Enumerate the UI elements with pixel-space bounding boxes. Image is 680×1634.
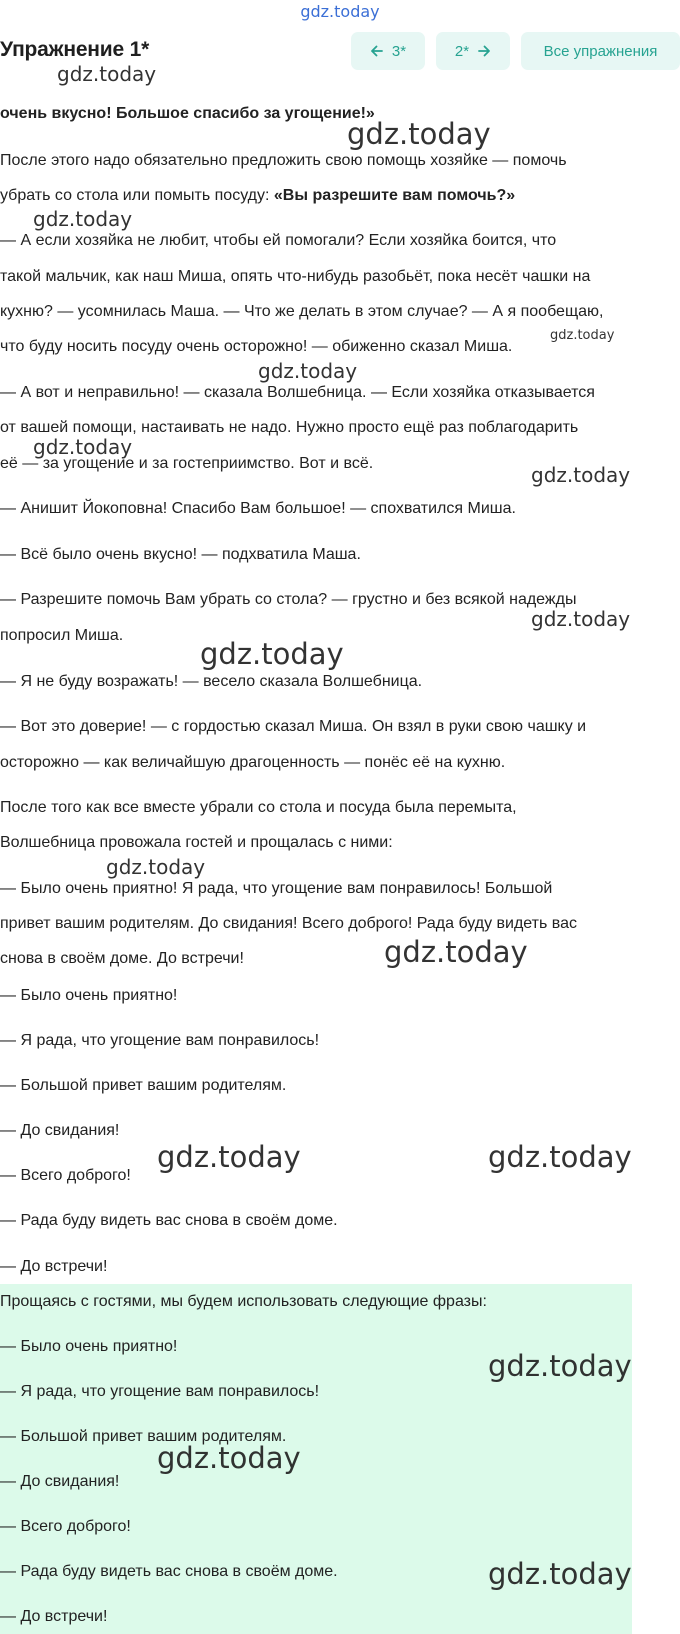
prev-exercise-button[interactable] xyxy=(351,32,425,70)
watermark: gdz.today xyxy=(488,1557,632,1591)
watermark: gdz.today xyxy=(106,855,206,879)
watermark: gdz.today xyxy=(531,463,631,487)
quoted-phrase: «Вы разрешите вам помочь?» xyxy=(273,187,516,204)
list-item: — До встречи! xyxy=(0,1608,108,1625)
partial-line: очень вкусно! Большое спасибо за угощение!» xyxy=(0,105,375,122)
list-item: — Было очень приятно! xyxy=(0,1338,178,1355)
paragraph-line: снова в своём доме. До встречи! xyxy=(0,950,244,967)
paragraph-line: Волшебница провожала гостей и прощалась с ними: xyxy=(0,834,393,851)
paragraph-line: попросил Миша. xyxy=(0,627,124,644)
list-item: — Большой привет вашим родителям. xyxy=(0,1077,287,1094)
list-item: — До свидания! xyxy=(0,1122,120,1139)
list-item: — До свидания! xyxy=(0,1473,120,1490)
paragraph-line: — А вот и неправильно! — сказала Волшебница. — Если хозяйка отказывается xyxy=(0,384,595,401)
paragraph-line: — Я не буду возражать! — весело сказала Волшебница. xyxy=(0,673,423,690)
paragraph-line: от вашей помощи, настаивать не надо. Нужно просто ещё раз поблагодарить xyxy=(0,419,579,436)
list-item: — Рада буду видеть вас снова в своём доме. xyxy=(0,1563,338,1580)
paragraph-line xyxy=(0,186,515,206)
all-exercises-button[interactable]: Все упражнения xyxy=(521,32,680,70)
watermark: gdz.today xyxy=(258,359,358,383)
paragraph-line: — Было очень приятно! Я рада, что угощение вам понравилось! Большой xyxy=(0,880,553,897)
arrow-left-icon xyxy=(370,44,384,58)
watermark: gdz.today xyxy=(384,935,528,969)
watermark: gdz.today xyxy=(488,1140,632,1174)
paragraph-text: убрать со стола или помыть посуду: xyxy=(0,187,274,204)
list-item: — Всего доброго! xyxy=(0,1167,131,1184)
watermark: gdz.today xyxy=(33,207,133,231)
list-item: — Большой привет вашим родителям. xyxy=(0,1428,287,1445)
paragraph-line: — А если хозяйка не любит, чтобы ей помогали? Если хозяйка боится, что xyxy=(0,232,557,249)
list-item: — Я рада, что угощение вам понравилось! xyxy=(0,1383,320,1400)
watermark: gdz.today xyxy=(550,328,615,343)
watermark: gdz.today xyxy=(347,117,491,151)
list-item: — До встречи! xyxy=(0,1258,108,1275)
paragraph-line: кухню? — усомнилась Маша. — Что же делать в этом случае? — А я пообещаю, xyxy=(0,303,604,320)
list-item: — Рада буду видеть вас снова в своём доме. xyxy=(0,1212,338,1229)
paragraph-line: — Разрешите помочь Вам убрать со стола? — грустно и без всякой надежды xyxy=(0,591,577,608)
paragraph-line: её — за угощение и за гостеприимство. Вот и всё. xyxy=(0,455,374,472)
paragraph-line: что буду носить посуду очень осторожно! — обиженно сказал Миша. xyxy=(0,338,513,355)
watermark: gdz.today xyxy=(200,637,344,671)
watermark: gdz.today xyxy=(488,1349,632,1383)
answer-intro: Прощаясь с гостями, мы будем использовать следующие фразы: xyxy=(0,1293,487,1310)
paragraph-line: После этого надо обязательно предложить свою помощь хозяйке — помочь xyxy=(0,152,567,169)
exercise-header xyxy=(0,28,680,72)
paragraph-line: привет вашим родителям. До свидания! Всего доброго! Рада буду видеть вас xyxy=(0,915,577,932)
arrow-right-icon xyxy=(477,44,491,58)
watermark: gdz.today xyxy=(157,1140,301,1174)
next-exercise-button[interactable] xyxy=(436,32,510,70)
list-item: — Было очень приятно! xyxy=(0,987,178,1004)
prev-exercise-label: 3* xyxy=(391,42,407,60)
watermark: gdz.today xyxy=(157,1441,301,1475)
paragraph-line: осторожно — как величайшую драгоценность — понёс её на кухню. xyxy=(0,754,506,771)
watermark: gdz.today xyxy=(531,607,631,631)
paragraph-line: — Вот это доверие! — с гордостью сказал Миша. Он взял в руки свою чашку и xyxy=(0,718,587,735)
paragraph-line: — Всё было очень вкусно! — подхватила Маша. xyxy=(0,546,361,563)
page-title: Упражнение 1* xyxy=(0,38,150,61)
watermark: gdz.today xyxy=(57,62,157,86)
paragraph-line: такой мальчик, как наш Миша, опять что-нибудь разобьёт, пока несёт чашки на xyxy=(0,268,591,285)
next-exercise-label: 2* xyxy=(454,42,470,60)
list-item: — Я рада, что угощение вам понравилось! xyxy=(0,1032,320,1049)
paragraph-line: После того как все вместе убрали со стола и посуда была перемыта, xyxy=(0,799,517,816)
watermark: gdz.today xyxy=(33,435,133,459)
top-watermark: gdz.today xyxy=(300,2,380,21)
list-item: — Всего доброго! xyxy=(0,1518,131,1535)
paragraph-line: — Анишит Йокоповна! Спасибо Вам большое! — спохватился Миша. xyxy=(0,500,516,517)
